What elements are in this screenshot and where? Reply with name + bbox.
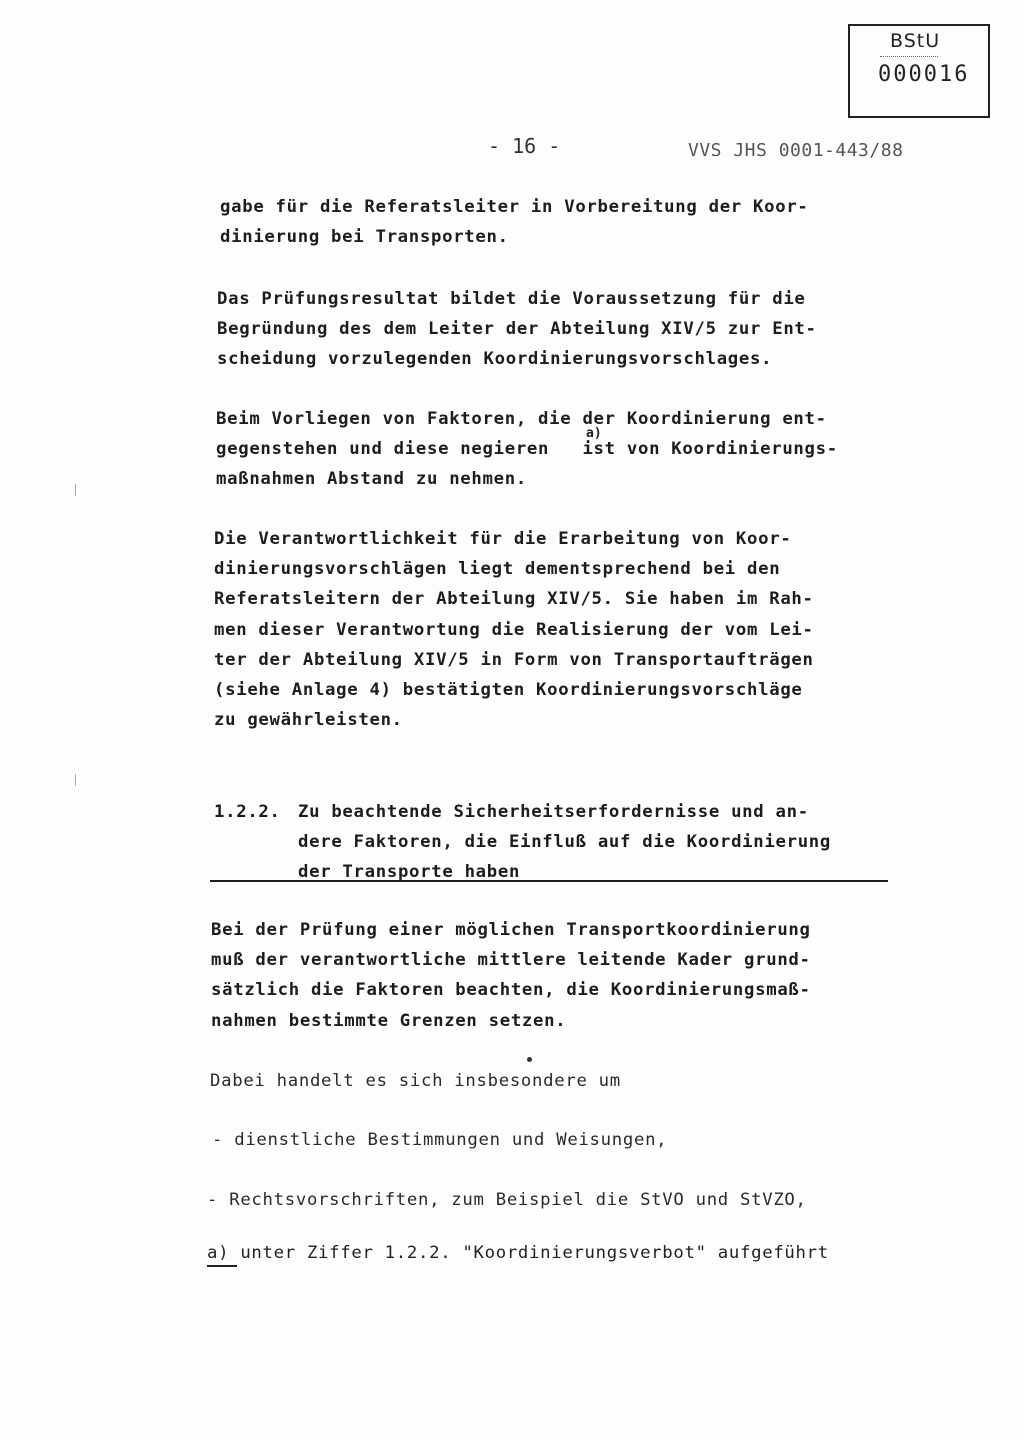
paragraph-1: gabe für die Referatsleiter in Vorbereitung der Koor- dinierung bei Transporten. [220,197,809,248]
paragraph-6: Dabei handelt es sich insbesondere um [210,1071,621,1091]
list-item-2: - Rechtsvorschriften, zum Beispiel die StVO und StVZO, [207,1190,807,1210]
section-underline [210,880,888,882]
stamp-divider [880,56,938,58]
stamp-number: 000016 [878,62,970,87]
paragraph-3: Beim Vorliegen von Faktoren, die der Koordinierung ent- gegenstehen und diese negieren ist von Koordinierungs- maßnahmen Abstand zu nehmen. [216,409,838,490]
page-number: - 16 - [488,134,561,158]
list-item-1: - dienstliche Bestimmungen und Weisungen, [212,1130,668,1150]
footnote-reference: a) [586,426,602,441]
margin-mark [75,774,76,786]
paragraph-2: Das Prüfungsresultat bildet die Voraussetzung für die Begründung des dem Leiter der Abteilung XIV/5 zur Ent- scheidung vorzulegenden Koordinierungsvorschlages. [217,289,817,370]
paragraph-4: Die Verantwortlichkeit für die Erarbeitung von Koor- dinierungsvorschlägen liegt dementsprechend bei den Referatsleitern der Abteilung XIV/5. Sie haben im Rah- men dieser Verantwortung die Realisierung der vom Lei- ter der Abteilung XIV/5 in Form von Transportaufträgen (siehe Anlage 4) bestätigten Koordinierungsvorschläge zu gewährleisten. [214,529,814,731]
footnote-marker-underline [207,1265,237,1267]
ink-speck [527,1057,532,1062]
stamp-label: BStU [890,30,941,52]
archive-stamp [848,24,990,118]
footnote-text: a) unter Ziffer 1.2.2. "Koordinierungsverbot" aufgeführt [207,1243,829,1263]
section-number: 1.2.2. [214,802,281,822]
document-reference: VVS JHS 0001-443/88 [688,140,904,161]
section-heading: Zu beachtende Sicherheitserfordernisse und an- dere Faktoren, die Einfluß auf die Koordinierung der Transporte haben [298,802,832,883]
paragraph-5: Bei der Prüfung einer möglichen Transportkoordinierung muß der verantwortliche mittlere leitende Kader grund- sätzlich die Faktoren beachten, die Koordinierungsmaß- nahmen bestimmte Grenzen setzen. [211,920,811,1031]
margin-mark [75,484,76,496]
